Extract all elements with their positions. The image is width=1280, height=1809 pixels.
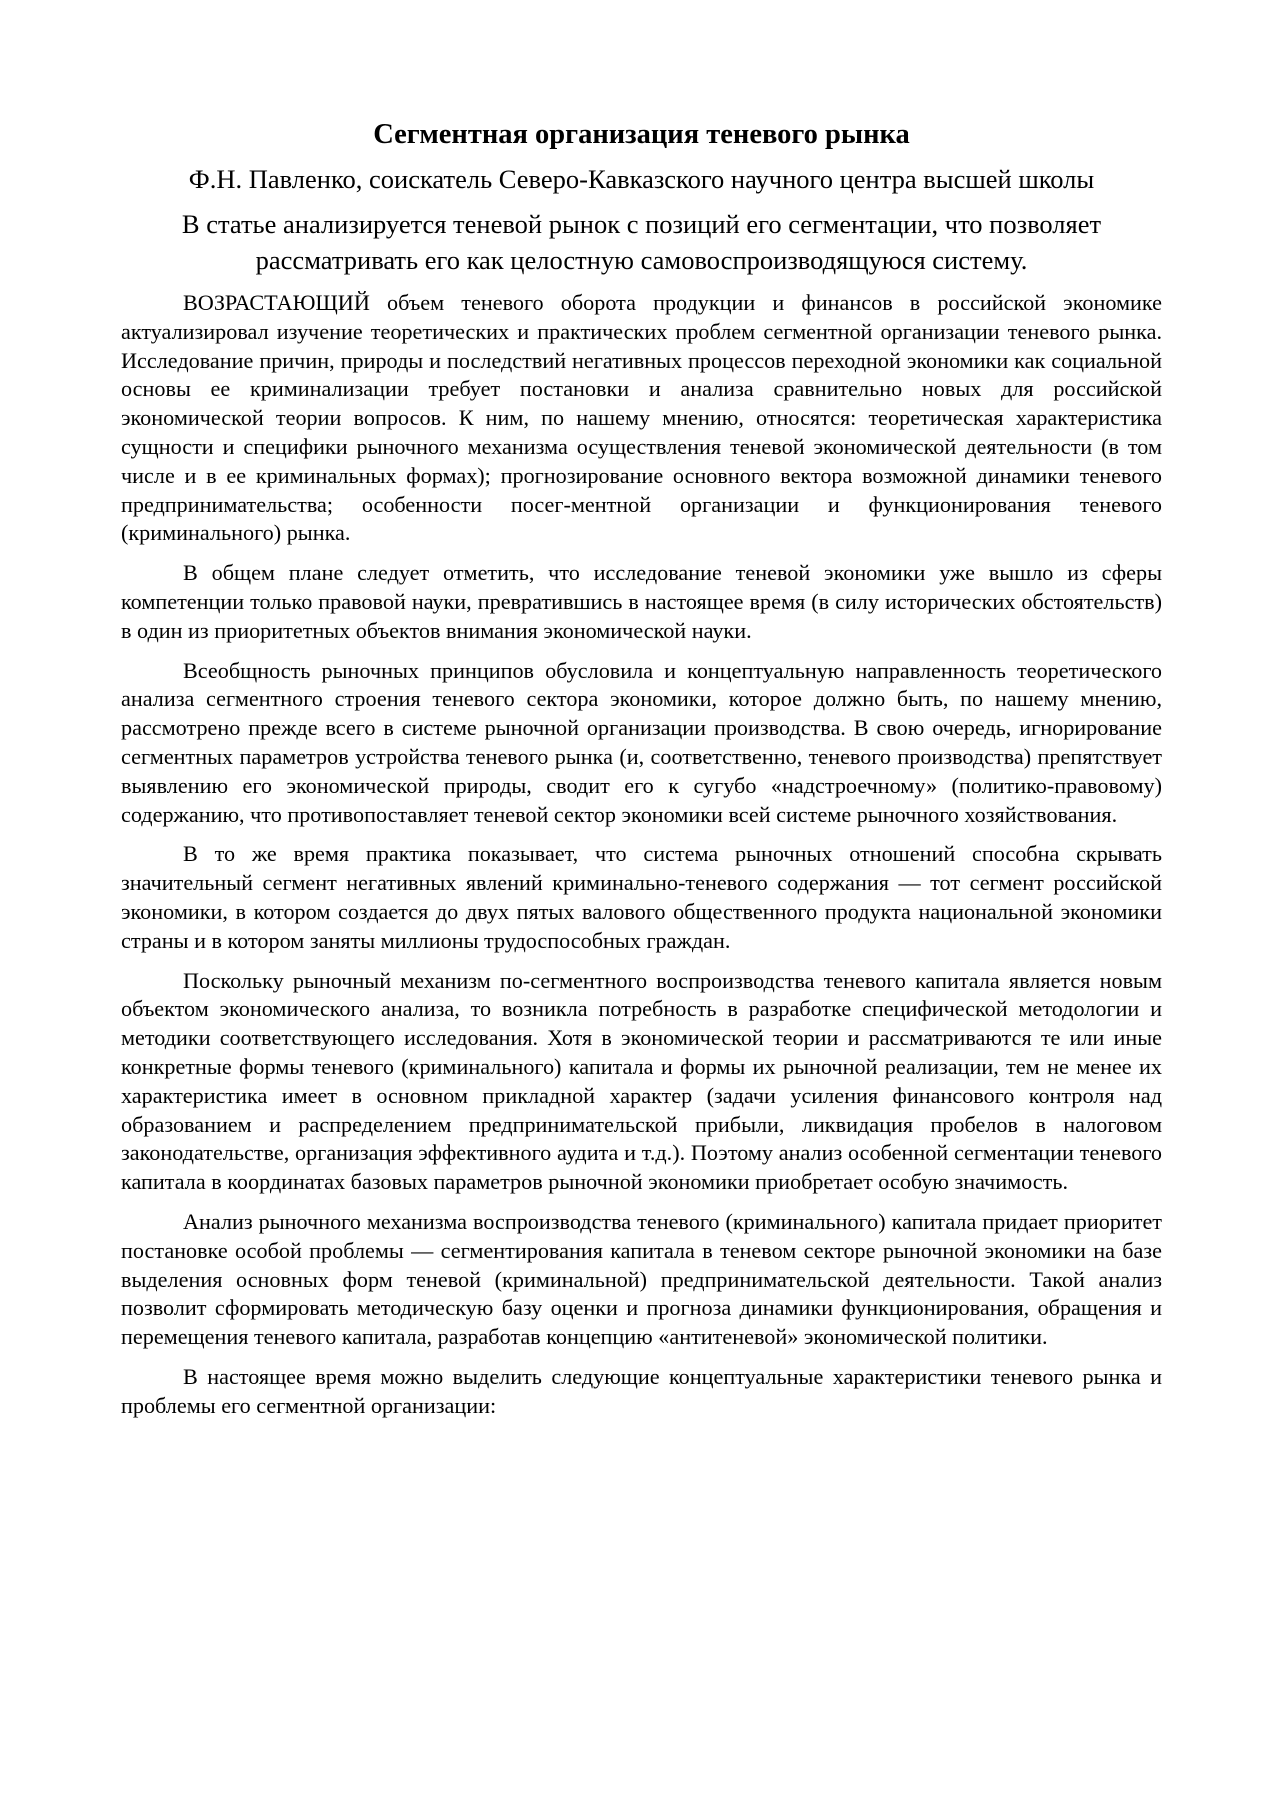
body-paragraph-6: Анализ рыночного механизма воспроизводства теневого (криминального) капитала придает приоритет постановке особой проблемы — сегментирования капитала в теневом секторе рыночной экономики на базе выделения основных форм теневой (криминальной) предпринимательской деятельности. Такой анализ позволит сформировать методическую базу оценки и прогноза динамики функционирования, обращения и перемещения теневого капитала, разработав концепцию «антитеневой» экономической политики. (121, 1208, 1162, 1350)
article-abstract: В статье анализируется теневой рынок с позиций его сегментации, что позволяет рассматривать его как целостную самовоспроизводящуюся систему. (181, 209, 1102, 275)
body-paragraph-3: Всеобщность рыночных принципов обусловила и концептуальную направленность теоретического анализа сегментного строения теневого сектора экономики, которое должно быть, по нашему мнению, рассмотрено прежде всего в системе рыночной организации производства. В свою очередь, игнорирование сегментных параметров устройства теневого рынка (и, соответственно, теневого производства) препятствует выявлению его экономической природы, сводит его к сугубо «надстроечному» (политико-правовому) содержанию, что противопоставляет теневой сектор экономики всей системе рыночного хозяйствования. (121, 657, 1162, 827)
article-body (121, 289, 1162, 1420)
article-author: Ф.Н. Павленко, соискатель Северо-Кавказского научного центра высшей школы (188, 164, 1095, 194)
body-paragraph-7: В настоящее время можно выделить следующие концептуальные характеристики теневого рынка и проблемы его сегментной организации: (121, 1363, 1162, 1418)
document-page (121, 118, 1162, 1431)
body-paragraph-2: В общем плане следует отметить, что исследование теневой экономики уже вышло из сферы компетенции только правовой науки, превратившись в настоящее время (в силу исторических обстоятельств) в один из приоритетных объектов внимания экономической науки. (121, 560, 1162, 643)
body-paragraph-5: Поскольку рыночный механизм по-сегментного воспроизводства теневого капитала является новым объектом экономического анализа, то возникла потребность в разработке специфической методологии и методики соответствующего исследования. Хотя в экономической теории и рассматриваются те или иные конкретные формы теневого (криминального) капитала и формы их рыночной реализации, тем не менее их характеристика имеет в основном прикладной характер (задачи усиления финансового контроля над образованием и распределением предпринимательской прибыли, ликвидация пробелов в налоговом законодательстве, организация эффективного аудита и т.д.). Поэтому анализ особенной сегментации теневого капитала в координатах базовых параметров рыночной экономики приобретает особую значимость. (121, 967, 1162, 1195)
article-title: Сегментная организация теневого рынка (373, 119, 910, 150)
body-paragraph-1: ВОЗРАСТАЮЩИЙ объем теневого оборота продукции и финансов в российской экономике актуализировал изучение теоретических и практических проблем сегментной организации теневого рынка. Исследование причин, природы и последствий негативных процессов переходной экономики как социальной основы ее криминализации требует постановки и анализа сравнительно новых для российской экономической теории вопросов. К ним, по нашему мнению, относятся: теоретическая характеристика сущности и специфики рыночного механизма осуществления теневой экономической деятельности (в том числе и в ее криминальных формах); прогнозирование основного вектора возможной динамики теневого предпринимательства; особенности посег-ментной организации и функционирования теневого (криминального) рынка. (121, 290, 1162, 546)
body-paragraph-4: В то же время практика показывает, что система рыночных отношений способна скрывать значительный сегмент негативных явлений криминально-теневого содержания — тот сегмент российской экономики, в котором создается до двух пятых валового общественного продукта национальной экономики страны и в котором заняты миллионы трудоспособных граждан. (121, 841, 1162, 953)
